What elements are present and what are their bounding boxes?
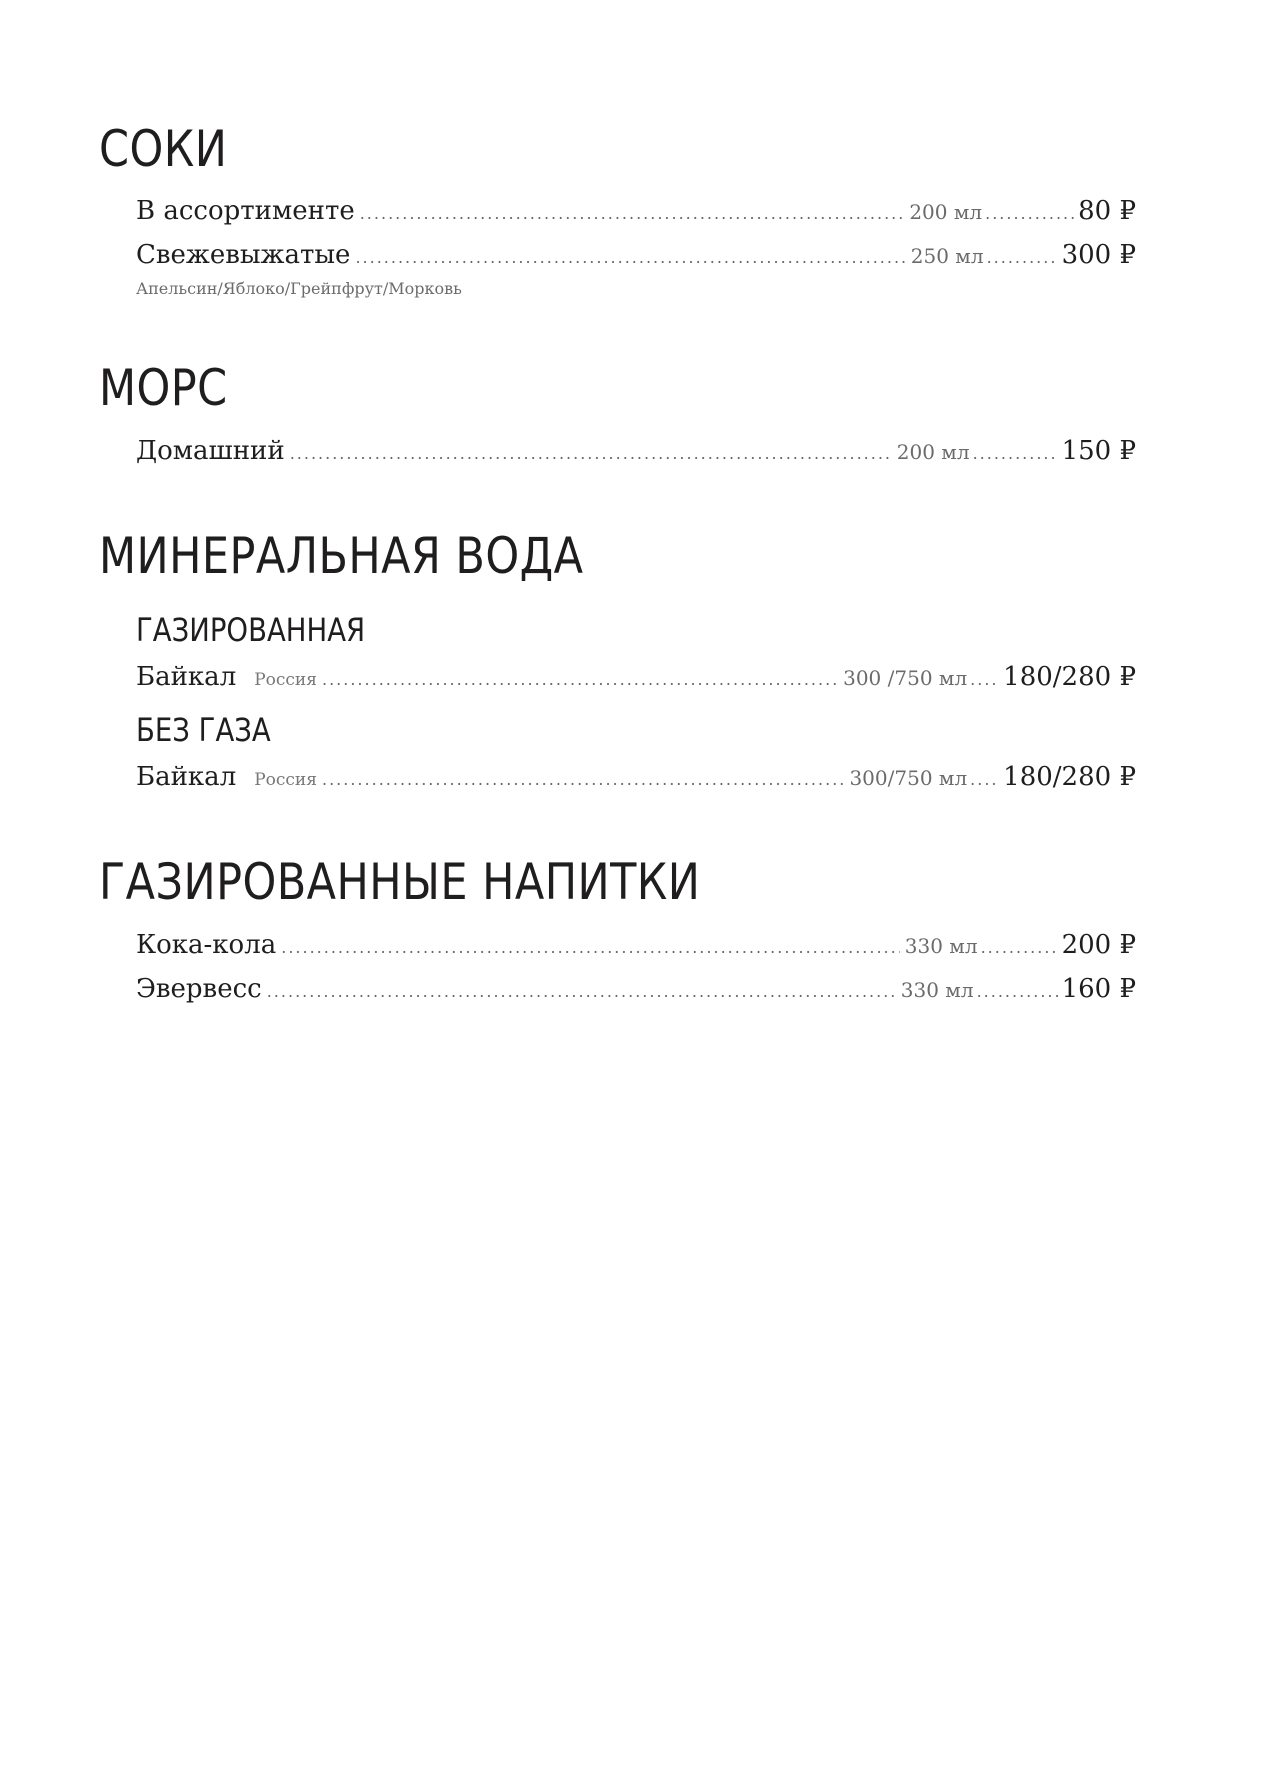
item-note: Апельсин/Яблоко/Грейпфрут/Морковь: [136, 279, 462, 298]
section-title-mineral-water: МИНЕРАЛЬНАЯ ВОДА: [99, 527, 584, 585]
section-title-juices: СОКИ: [99, 120, 228, 178]
dot-leader: [360, 204, 905, 223]
item-name: Домашний: [136, 436, 285, 466]
dot-leader: [322, 770, 844, 789]
dot-leader: [267, 982, 896, 1001]
item-volume: 300/750 мл: [849, 766, 968, 790]
menu-item: [136, 436, 1136, 476]
section-title-soft-drinks: ГАЗИРОВАННЫЕ НАПИТКИ: [99, 853, 701, 911]
menu-item: [136, 974, 1136, 1014]
item-price: 200 ₽: [1061, 930, 1136, 960]
item-price: 160 ₽: [1061, 974, 1136, 1004]
item-price: 180/280 ₽: [1003, 662, 1136, 692]
dot-leader: [977, 982, 1059, 1001]
item-name: Байкал: [136, 662, 237, 692]
subsection-title-still: БЕЗ ГАЗА: [136, 711, 271, 749]
dot-leader: [981, 938, 1059, 957]
dot-leader: [987, 248, 1059, 267]
dot-leader: [985, 204, 1075, 223]
dot-leader: [290, 444, 892, 463]
menu-item: [136, 196, 1136, 236]
item-name: В ассортименте: [136, 196, 355, 226]
item-origin: Россия: [254, 670, 317, 690]
dot-leader: [355, 248, 905, 267]
dot-leader: [281, 938, 900, 957]
item-name: Байкал: [136, 762, 237, 792]
item-volume: 200 мл: [909, 200, 983, 224]
section-title-mors: МОРС: [99, 359, 228, 417]
menu-item: [136, 240, 1136, 280]
item-price: 150 ₽: [1061, 436, 1136, 466]
item-volume: 330 мл: [900, 978, 974, 1002]
item-volume: 330 мл: [904, 934, 978, 958]
menu-item: [136, 930, 1136, 970]
item-name: Кока-кола: [136, 930, 277, 960]
item-volume: 200 мл: [896, 440, 970, 464]
item-name: Свежевыжатые: [136, 240, 351, 270]
menu-item: [136, 662, 1136, 702]
dot-leader: [322, 670, 838, 689]
dot-leader: [970, 770, 1000, 789]
item-price: 80 ₽: [1078, 196, 1136, 226]
subsection-title-sparkling: ГАЗИРОВАННАЯ: [136, 611, 366, 649]
menu-item: [136, 762, 1136, 802]
dot-leader: [973, 444, 1059, 463]
item-price: 300 ₽: [1061, 240, 1136, 270]
item-origin: Россия: [254, 770, 317, 790]
item-volume: 250 мл: [910, 244, 984, 268]
dot-leader: [970, 670, 1000, 689]
item-name: Эвервесс: [136, 974, 262, 1004]
item-price: 180/280 ₽: [1003, 762, 1136, 792]
item-volume: 300 /750 мл: [843, 666, 968, 690]
